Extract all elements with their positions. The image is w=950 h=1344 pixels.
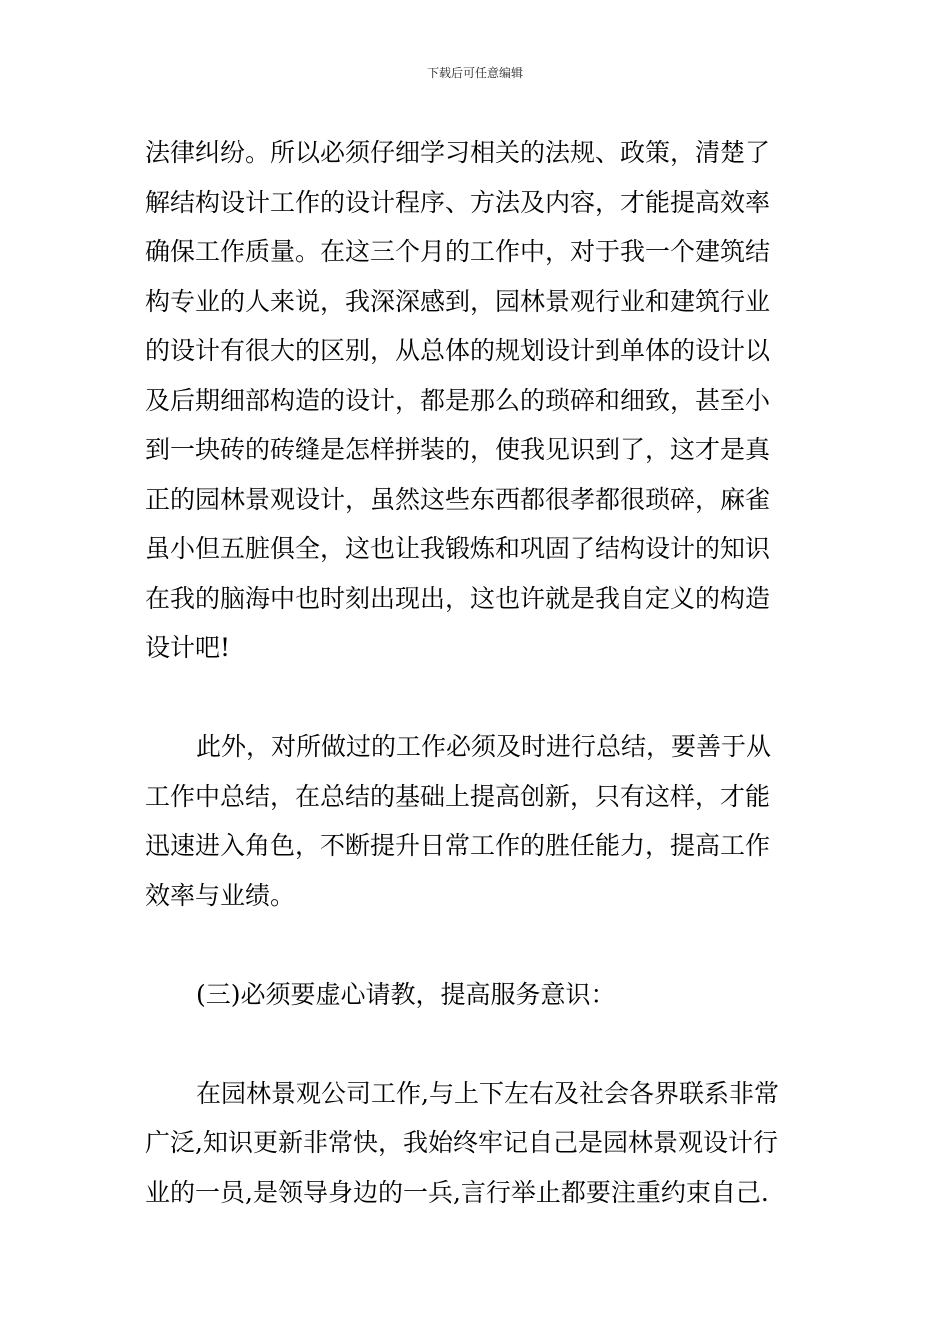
text-line: 在我的脑海中也时刻出现出，这也许就是我自定义的构造 [145,583,771,613]
text-line: 迅速进入角色，不断提升日常工作的胜任能力，提高工作 [145,831,771,860]
text-line: 的设计有很大的区别，从总体的规划设计到单体的设计以 [145,336,771,365]
paragraph-service-awareness [145,1069,807,1218]
text-line: 此外，对所做过的工作必须及时进行总结，要善于从 [196,732,772,761]
text-line: 工作中总结，在总结的基础上提高创新，只有这样，才能 [145,781,771,811]
text-line: 广泛,知识更新非常快，我始终牢记自己是园林景观设计行 [145,1128,778,1157]
text-line: 业的一员,是领导身边的一兵,言行举止都要注重约束自己. [145,1177,769,1207]
text-line: 到一块砖的砖缝是怎样拼装的，使我见识到了，这才是真 [145,435,771,464]
text-line: 虽小但五脏俱全，这也让我锻炼和巩固了结构设计的知识 [145,534,771,563]
text-line: 法律纠纷。所以必须仔细学习相关的法规、政策，清楚了 [145,138,771,167]
section-heading [145,970,807,1020]
section-heading-text: (三)必须要虚心请教，提高服务意识： [196,979,616,1009]
text-line: 确保工作质量。在这三个月的工作中，对于我一个建筑结 [145,237,771,266]
paragraph-spacer [145,920,807,970]
paragraph-spacer [145,673,807,723]
text-line: 及后期细部构造的设计，都是那么的琐碎和细致，甚至小 [145,385,771,415]
paragraph-summary [145,722,807,920]
text-line: 设计吧! [145,633,231,662]
paragraph-structural-design [145,128,807,673]
document-body [145,128,807,1217]
text-line: 构专业的人来说，我深深感到，园林景观行业和建筑行业 [145,286,771,316]
text-line: 效率与业绩。 [145,880,296,910]
paragraph-spacer [145,1019,807,1069]
text-line: 解结构设计工作的设计程序、方法及内容，才能提高效率 [145,187,771,217]
text-line: 正的园林景观设计，虽然这些东西都很孝都很琐碎，麻雀 [145,484,771,514]
text-line: 在园林景观公司工作,与上下左右及社会各界联系非常 [196,1078,779,1108]
page-header-note: 下载后可任意编辑 [426,66,523,80]
